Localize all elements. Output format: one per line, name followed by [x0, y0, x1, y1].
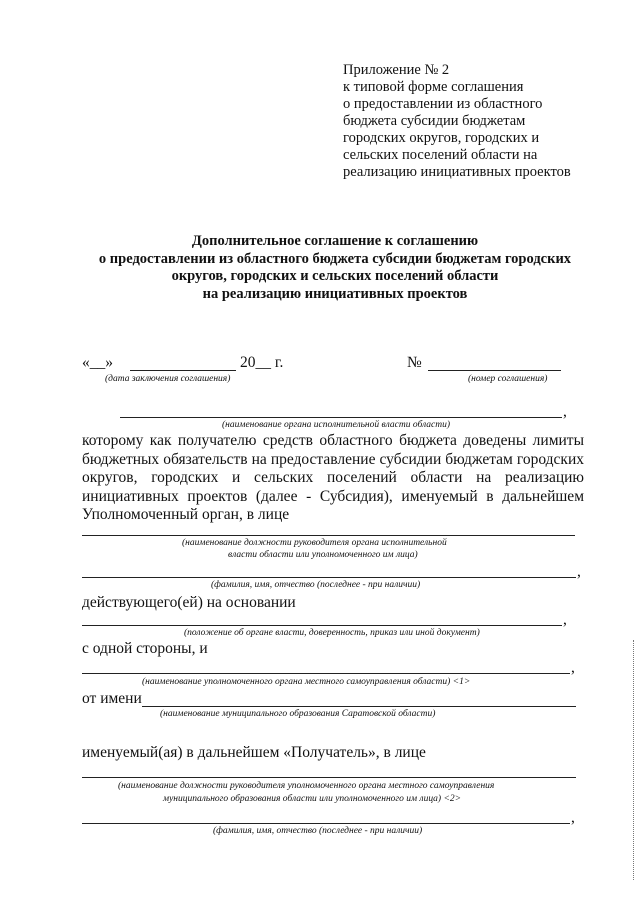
fio-caption: (фамилия, имя, отчество (последнее - при наличии): [213, 826, 423, 836]
recipient-label: именуемый(ая) в дальнейшем «Получатель», в лице: [82, 744, 426, 761]
annex-line: городских округов, городских и: [343, 130, 540, 146]
number-sign: №: [407, 354, 422, 371]
comma: ,: [563, 611, 567, 628]
local-body-line[interactable]: [82, 673, 570, 674]
annex-line: о предоставлении из областного: [343, 96, 543, 112]
main-paragraph: которому как получателю средств областного бюджета доведены лимиты бюджетных обязательств на предоставление субсидии бюджетам городских округов, городских и сельских поселений области на реализацию инициативных проектов (далее - Субсидия), именуемый в дальнейшем Уполномоченный орган, в лице: [82, 432, 584, 523]
year-prefix: 20__ г.: [240, 354, 284, 371]
head-position-caption: власти области или уполномоченного им лица): [228, 550, 418, 560]
comma: ,: [571, 659, 575, 676]
date-caption: (дата заключения соглашения): [105, 374, 231, 384]
on-behalf-label: от имени: [82, 690, 142, 707]
annex-line: сельских поселений области на: [343, 147, 538, 163]
fio-line[interactable]: [82, 577, 576, 578]
annex-line: реализацию инициативных проектов: [343, 164, 571, 180]
date-line[interactable]: [130, 370, 236, 371]
acting-basis-label: действующего(ей) на основании: [82, 594, 296, 611]
one-side-label: с одной стороны, и: [82, 640, 208, 657]
annex-line: Приложение № 2: [343, 62, 450, 78]
municipality-line[interactable]: [142, 706, 576, 707]
title-line: о предоставлении из областного бюджета субсидии бюджетам городских: [98, 250, 572, 267]
comma: ,: [577, 563, 581, 580]
recipient-head-caption: муниципального образования области или уполномоченного им лица) <2>: [163, 794, 462, 804]
head-position-line[interactable]: [82, 535, 575, 536]
title-line: на реализацию инициативных проектов: [202, 285, 468, 302]
basis-doc-line[interactable]: [82, 625, 562, 626]
fio-caption: (фамилия, имя, отчество (последнее - при наличии): [211, 580, 421, 590]
comma: ,: [571, 809, 575, 826]
number-caption: (номер соглашения): [468, 374, 548, 384]
head-position-caption: (наименование должности руководителя органа исполнительной: [182, 538, 447, 548]
scan-edge-mark: [633, 640, 637, 880]
recipient-head-line[interactable]: [82, 777, 576, 778]
annex-line: к типовой форме соглашения: [343, 79, 524, 95]
comma: ,: [563, 403, 567, 420]
executive-body-caption: (наименование органа исполнительной власти области): [222, 420, 451, 430]
annex-line: бюджета субсидии бюджетам: [343, 113, 526, 129]
executive-body-line[interactable]: [120, 417, 562, 418]
fio-line-2[interactable]: [82, 823, 570, 824]
title-line: округов, городских и сельских поселений области: [171, 268, 499, 284]
local-body-caption: (наименование уполномоченного органа местного самоуправления области) <1>: [142, 677, 471, 687]
number-line[interactable]: [428, 370, 561, 371]
basis-doc-caption: (положение об органе власти, доверенность, приказ или иной документ): [184, 628, 480, 638]
date-quote: «__»: [82, 354, 113, 371]
municipality-caption: (наименование муниципального образования Саратовской области): [160, 709, 436, 719]
recipient-head-caption: (наименование должности руководителя уполномоченного органа местного самоуправления: [118, 781, 495, 791]
title-line: Дополнительное соглашение к соглашению: [191, 233, 479, 249]
annex-header: [343, 62, 571, 181]
document-title: [60, 233, 610, 303]
